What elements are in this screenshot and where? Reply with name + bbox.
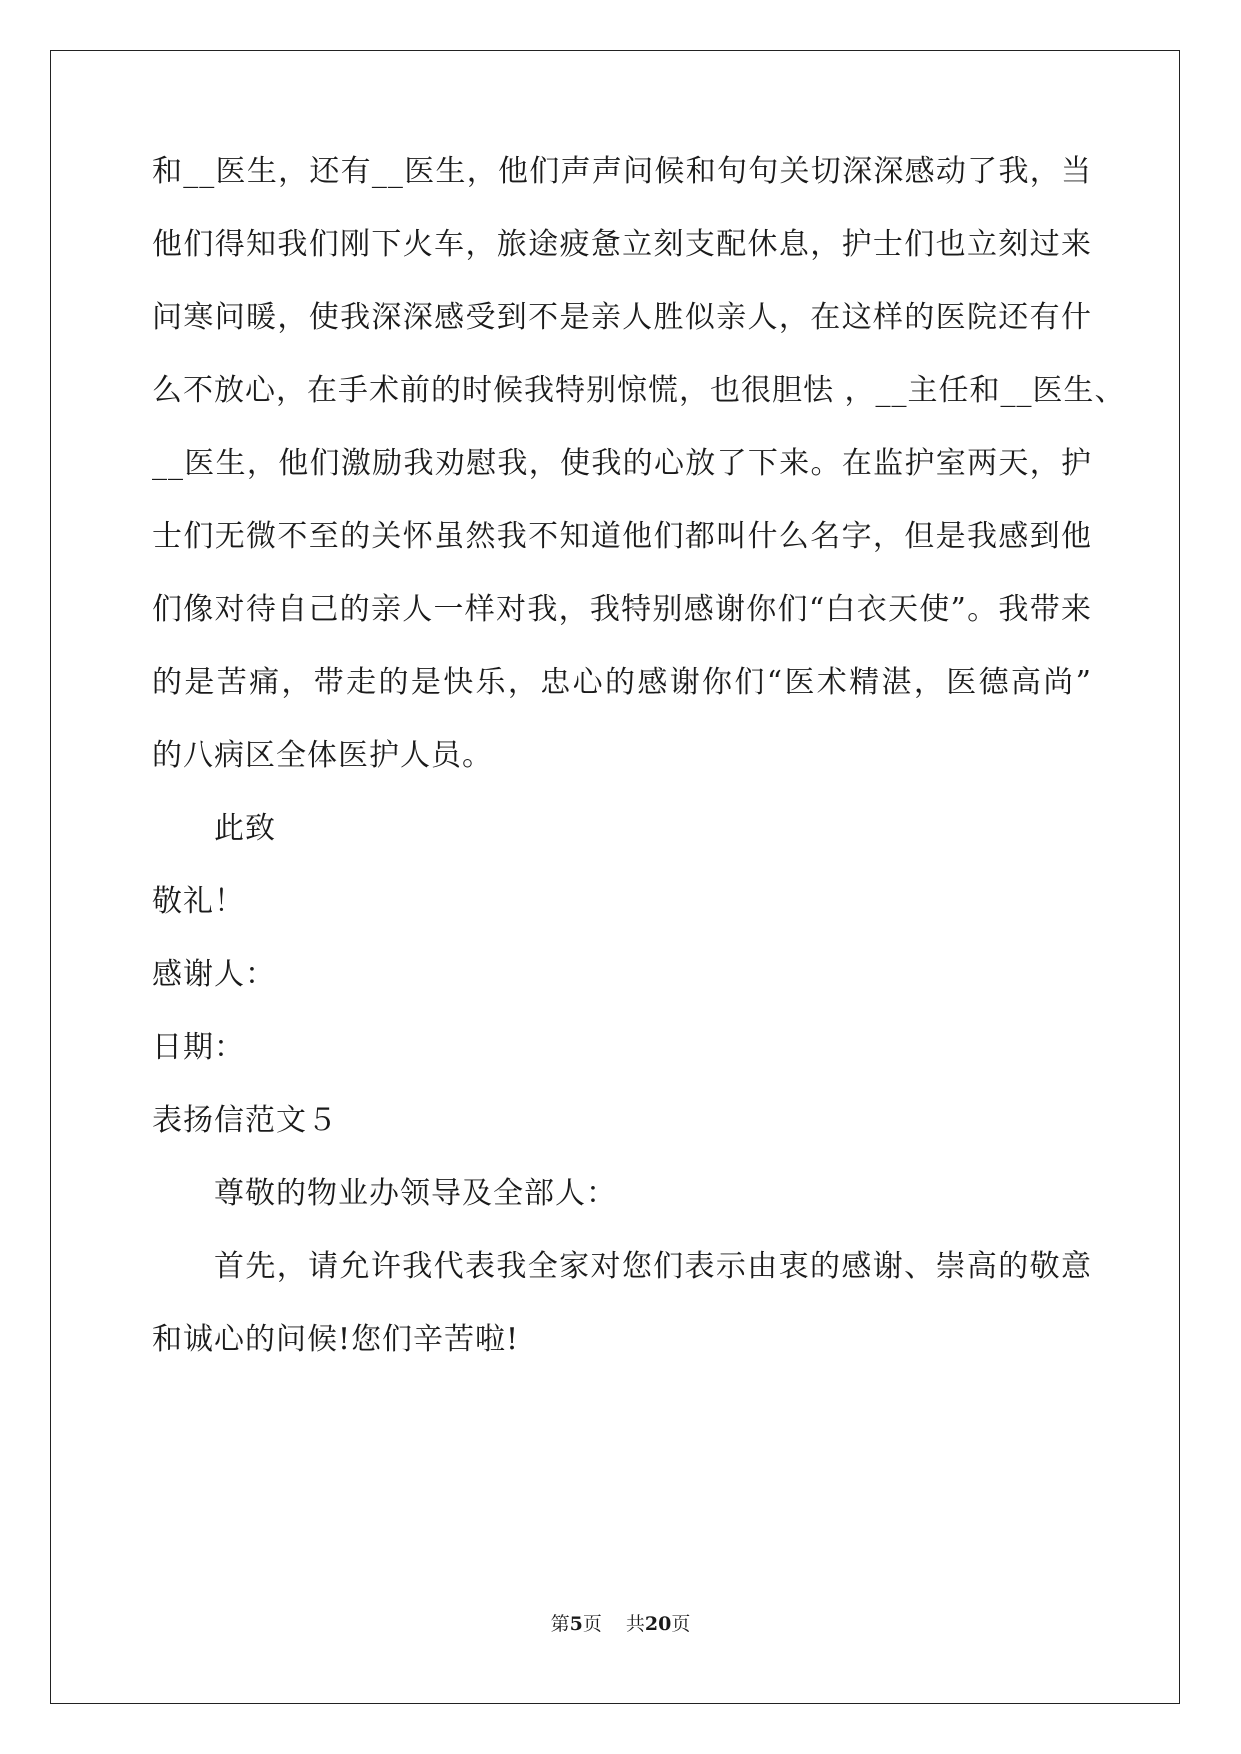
letter-line: 么不放心，在手术前的时候我特别惊慌，也很胆怯 ，__主任和__医生、 xyxy=(152,373,1126,408)
total-pages: 20 xyxy=(644,1613,672,1635)
letter-line: 和__医生，还有__医生，他们声声问候和句句关切深深感动了我，当 xyxy=(152,154,1092,189)
closing-text: 此致 xyxy=(214,811,276,846)
page-suffix: 页 xyxy=(582,1613,602,1635)
letter-line: 他们得知我们刚下火车，旅途疲惫立刻支配休息，护士们也立刻过来 xyxy=(152,227,1092,262)
date-label: 日期： xyxy=(152,1030,245,1065)
opening-line: 首先，请允许我代表我全家对您们表示由衷的感谢、崇高的敬意 xyxy=(214,1249,1092,1284)
greeting-text: 尊敬的物业办领导及全部人： xyxy=(214,1176,617,1211)
signer-label: 感谢人： xyxy=(152,957,276,992)
letter-line: 们像对待自己的亲人一样对我，我特别感谢你们“白衣天使”。我带来 xyxy=(152,592,1092,627)
salute-text: 敬礼！ xyxy=(152,884,245,919)
letter-line: __医生，他们激励我劝慰我，使我的心放了下来。在监护室两天，护 xyxy=(152,446,1092,481)
letter-line: 士们无微不至的关怀虽然我不知道他们都叫什么名字，但是我感到他 xyxy=(152,519,1092,554)
page-number: 5 xyxy=(569,1613,583,1635)
total-suffix: 页 xyxy=(671,1613,691,1635)
total-prefix: 共 xyxy=(625,1613,645,1635)
opening-line: 和诚心的问候!您们辛苦啦! xyxy=(152,1322,520,1357)
letter-line: 的八病区全体医护人员。 xyxy=(152,738,493,773)
page-footer xyxy=(0,1612,1241,1636)
letter-line: 问寒问暖，使我深深感受到不是亲人胜似亲人，在这样的医院还有什 xyxy=(152,300,1092,335)
letter-line: 的是苦痛，带走的是快乐，忠心的感谢你们“医术精湛，医德高尚” xyxy=(152,665,1092,700)
page-prefix: 第 xyxy=(550,1613,570,1635)
section-title: 表扬信范文５ xyxy=(152,1103,338,1138)
